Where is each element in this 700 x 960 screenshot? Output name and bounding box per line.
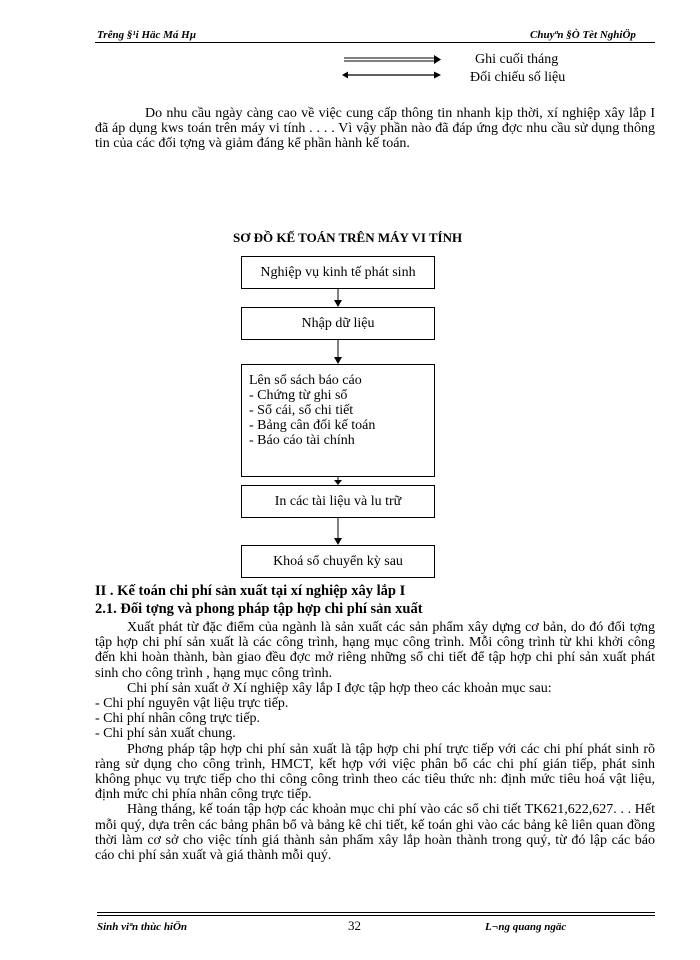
- legend-arrow-right-icon: [344, 55, 441, 64]
- legend-arrows: [342, 52, 442, 82]
- list-item: - Chi phí sản xuất chung.: [95, 726, 236, 742]
- footer-author-name: L¬ng quang ngäc: [485, 921, 567, 933]
- footer-rule-double: [97, 915, 655, 916]
- flow-box-print-archive-label: In các tài liệu và lu trữ: [274, 493, 402, 509]
- footer-rule: [97, 912, 655, 913]
- flow-box-transactions-label: Nghiệp vụ kinh tế phát sinh: [260, 264, 416, 280]
- footer-author-label: Sinh viªn thùc hiÖn: [97, 921, 188, 933]
- flow-box-reports-title: Lên sổ sách báo cáo: [249, 373, 362, 388]
- flow-box-close-period-label: Khoá sổ chuyển kỳ sau: [273, 553, 403, 569]
- diagram-title: SƠ ĐỒ KẾ TOÁN TRÊN MÁY VI TÍNH: [233, 230, 463, 245]
- flow-box-reports-item: - Chứng từ ghi sổ: [249, 388, 348, 403]
- section-heading: II . Kế toán chi phí sản xuất tại xí nghiệp xây lắp I: [95, 583, 406, 599]
- section-subheading: 2.1. Đối tợng và phong pháp tập hợp chi phí sản xuất: [95, 601, 423, 617]
- list-item: - Chi phí nhân công trực tiếp.: [95, 711, 261, 727]
- header-rule: [95, 42, 655, 43]
- flow-box-reports-item: - Báo cáo tài chính: [249, 433, 355, 448]
- flow-box-transactions: [241, 256, 435, 289]
- legend-label-compare: Đối chiếu số liệu: [470, 70, 566, 85]
- header-right: Chuyªn §Ò Tèt NghiÖp: [530, 29, 636, 41]
- legend-label-monthly: Ghi cuối tháng: [475, 52, 559, 67]
- body-paragraph: Phơng pháp tập hợp chi phí sản xuất là tập hợp chi phí trực tiếp với các chi phí phát sinh rõ ràng sử dụng cho công trình, HMCT, kết hợp với việc phân bổ các chi phí gián tiếp, phát sinh không phục vụ trực tiếp cho thi công công trình theo các tiêu thức nh: định mức tiêu hoá vật liệu, định mức chi phía nhân công trực tiếp.: [95, 741, 655, 803]
- legend-double-arrow-icon: [342, 72, 441, 79]
- page-number: 32: [348, 918, 361, 933]
- flow-arrows: [330, 289, 346, 549]
- body-paragraph: Hàng tháng, kế toán tập hợp các khoản mục chi phí vào các sổ chi tiết TK621,622,627. . . Hết mỗi quý, dựa trên các bảng phân bổ và bảng kê chi tiết, kế toán ghi vào các bảng kê liên quan đồng thời làm cơ sở cho việc tính giá thành sản phẩm xây lắp hoàn thành trong quý, từ đó lập các báo cáo chi phí sản xuất và giá thành mỗi quý.: [95, 802, 655, 864]
- flow-box-data-entry-label: Nhập dữ liệu: [301, 315, 375, 331]
- section-body: [95, 620, 655, 863]
- body-paragraph: Xuất phát từ đặc điểm của ngành là sản xuất các sản phẩm xây dựng cơ bản, do đó đối tợng tập hợp chi phí sản xuất là các công trình, hạng mục công trình. Mỗi công trình từ khi khởi công đến khi hoàn thành, bàn giao đều đợc mở riêng những sổ chi tiết để tập hợp chi phí sản xuất phát sinh cho công trình , hạng mục công trình.: [95, 620, 655, 681]
- arrow-down-icon: [334, 518, 342, 545]
- arrow-down-icon: [334, 289, 342, 307]
- flow-box-reports-item: - Bảng cân đối kế toán: [249, 418, 376, 433]
- arrow-down-icon: [334, 477, 342, 485]
- arrow-down-icon: [334, 340, 342, 364]
- header-left: Trêng §¹i Häc Má Hµ: [97, 29, 197, 41]
- flow-box-close-period: [241, 545, 435, 578]
- body-paragraph: Chi phí sản xuất ở Xí nghiệp xây lắp I đợc tập hợp theo các khoản mục sau:: [127, 680, 552, 696]
- list-item: - Chi phí nguyên vật liệu trực tiếp.: [95, 696, 289, 712]
- flow-box-reports-item: - Sổ cái, sổ chi tiết: [249, 403, 354, 418]
- intro-paragraph: Do nhu cầu ngày càng cao về việc cung cấp thông tin nhanh kịp thời, xí nghiệp xây lắp I đã áp dụng kws toán trên máy vi tính . . . . Vì vậy phần nào đã đáp ứng đợc nhu cầu sử dụng thông tin của các đối tợng và giảm đáng kể phần hành kế toán.: [95, 106, 655, 151]
